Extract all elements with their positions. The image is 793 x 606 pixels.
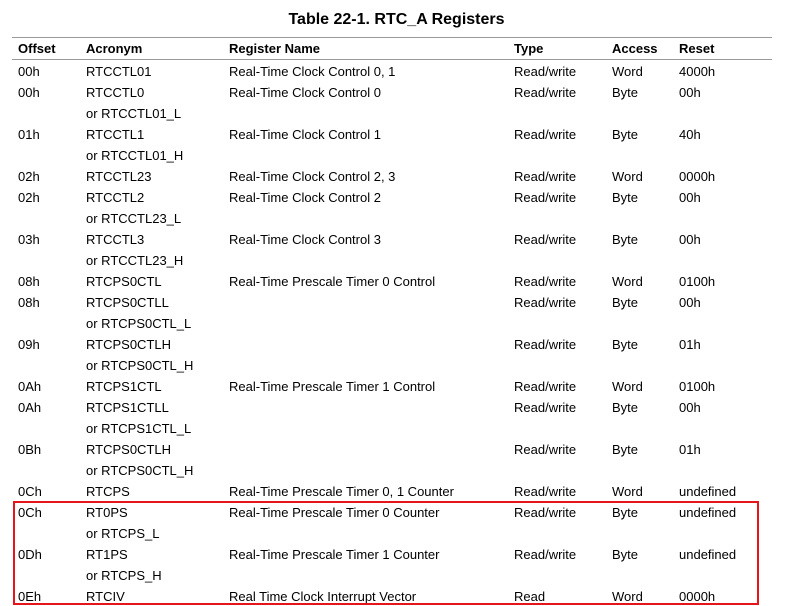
cell-acronym: RTCCTL23: [86, 169, 152, 184]
cell-offset: 00h: [18, 85, 40, 100]
cell-access: Byte: [612, 547, 639, 562]
cell-register-name: Real-Time Clock Control 2, 3: [229, 169, 396, 184]
header-type: Type: [514, 41, 544, 56]
header-reset: Reset: [679, 41, 715, 56]
cell-reset: 4000h: [679, 64, 716, 79]
cell-acronym-alias: or RTCPS0CTL_H: [86, 463, 194, 478]
cell-acronym: RTCPS0CTL: [86, 274, 162, 289]
table-row: [12, 228, 772, 270]
cell-register-name: Real-Time Clock Control 0, 1: [229, 64, 396, 79]
cell-access: Byte: [612, 295, 639, 310]
cell-acronym-alias: or RTCCTL23_L: [86, 211, 182, 226]
cell-acronym: RTCPS1CTLL: [86, 400, 169, 415]
cell-type: Read: [514, 589, 546, 604]
cell-register-name: Real-Time Clock Control 1: [229, 127, 381, 142]
table-row: [12, 501, 772, 543]
table-title: Table 22-1. RTC_A Registers: [288, 11, 505, 28]
cell-type: Read/write: [514, 295, 577, 310]
cell-acronym-alias: or RTCCTL01_L: [86, 106, 182, 121]
cell-acronym: RTCPS: [86, 484, 130, 499]
cell-acronym: RTCPS0CTLH: [86, 337, 172, 352]
cell-reset: 00h: [679, 232, 701, 247]
cell-type: Read/write: [514, 232, 577, 247]
cell-offset: 0Dh: [18, 547, 42, 562]
table-row: [12, 165, 772, 186]
cell-acronym-alias: or RTCPS1CTL_L: [86, 421, 192, 436]
cell-type: Read/write: [514, 190, 577, 205]
cell-register-name: Real-Time Clock Control 0: [229, 85, 381, 100]
cell-acronym: RTCPS0CTLH: [86, 442, 172, 457]
cell-type: Read/write: [514, 547, 577, 562]
cell-type: Read/write: [514, 127, 577, 142]
cell-offset: 0Ch: [18, 484, 42, 499]
cell-type: Read/write: [514, 169, 577, 184]
cell-offset: 00h: [18, 64, 40, 79]
cell-reset: 01h: [679, 442, 701, 457]
cell-acronym-alias: or RTCPS_H: [86, 568, 162, 583]
cell-offset: 0Ah: [18, 379, 42, 394]
cell-type: Read/write: [514, 274, 577, 289]
cell-acronym: RT1PS: [86, 547, 128, 562]
header-offset: Offset: [18, 41, 56, 56]
cell-acronym: RTCIV: [86, 589, 125, 604]
cell-acronym-alias: or RTCCTL01_H: [86, 148, 184, 163]
cell-offset: 02h: [18, 190, 40, 205]
cell-offset: 03h: [18, 232, 40, 247]
header-access: Access: [612, 41, 658, 56]
table-row: [12, 60, 772, 81]
cell-access: Byte: [612, 400, 639, 415]
cell-access: Byte: [612, 337, 639, 352]
table-row: [12, 438, 772, 480]
cell-reset: 0000h: [679, 169, 716, 184]
cell-reset: undefined: [679, 484, 737, 499]
cell-register-name: Real-Time Prescale Timer 0 Counter: [229, 505, 440, 520]
cell-access: Byte: [612, 190, 639, 205]
cell-access: Byte: [612, 127, 639, 142]
cell-register-name: Real-Time Prescale Timer 1 Control: [229, 379, 436, 394]
cell-type: Read/write: [514, 337, 577, 352]
cell-access: Word: [612, 64, 643, 79]
cell-register-name: Real Time Clock Interrupt Vector: [229, 589, 417, 604]
header-acronym: Acronym: [86, 41, 143, 56]
cell-acronym: RTCCTL3: [86, 232, 145, 247]
cell-acronym: RTCPS1CTL: [86, 379, 162, 394]
table-row: [12, 186, 772, 228]
cell-access: Byte: [612, 232, 639, 247]
cell-access: Byte: [612, 85, 639, 100]
cell-offset: 09h: [18, 337, 40, 352]
table-row: [12, 291, 772, 333]
table-row: [12, 543, 772, 585]
cell-reset: undefined: [679, 505, 737, 520]
cell-reset: 40h: [679, 127, 701, 142]
table-header: [12, 37, 772, 60]
table-row: [12, 396, 772, 438]
cell-acronym-alias: or RTCPS0CTL_H: [86, 358, 194, 373]
cell-acronym: RT0PS: [86, 505, 128, 520]
cell-acronym: RTCPS0CTLL: [86, 295, 169, 310]
cell-reset: 00h: [679, 295, 701, 310]
cell-acronym: RTCCTL0: [86, 85, 145, 100]
cell-acronym-alias: or RTCPS_L: [86, 526, 160, 541]
table-row: [12, 375, 772, 396]
cell-access: Word: [612, 274, 643, 289]
cell-reset: 00h: [679, 190, 701, 205]
cell-access: Word: [612, 589, 643, 604]
cell-register-name: Real-Time Prescale Timer 0 Control: [229, 274, 436, 289]
cell-access: Word: [612, 379, 643, 394]
cell-access: Byte: [612, 442, 639, 457]
cell-access: Byte: [612, 505, 639, 520]
cell-acronym-alias: or RTCCTL23_H: [86, 253, 184, 268]
cell-reset: 00h: [679, 400, 701, 415]
cell-type: Read/write: [514, 64, 577, 79]
cell-register-name: Real-Time Prescale Timer 0, 1 Counter: [229, 484, 454, 499]
table-row: [12, 270, 772, 291]
cell-reset: 0100h: [679, 274, 716, 289]
rtc-registers-table: [12, 37, 772, 606]
table-body: [12, 60, 772, 606]
cell-reset: undefined: [679, 547, 737, 562]
cell-offset: 0Ah: [18, 400, 42, 415]
cell-reset: 0000h: [679, 589, 716, 604]
cell-register-name: Real-Time Clock Control 2: [229, 190, 381, 205]
table-row: [12, 123, 772, 165]
cell-acronym: RTCCTL1: [86, 127, 145, 142]
cell-offset: 02h: [18, 169, 40, 184]
cell-offset: 08h: [18, 295, 40, 310]
cell-access: Word: [612, 484, 643, 499]
cell-offset: 0Eh: [18, 589, 42, 604]
cell-type: Read/write: [514, 400, 577, 415]
cell-register-name: Real-Time Prescale Timer 1 Counter: [229, 547, 440, 562]
cell-offset: 0Bh: [18, 442, 42, 457]
table-row: [12, 585, 772, 606]
cell-type: Read/write: [514, 442, 577, 457]
cell-type: Read/write: [514, 505, 577, 520]
cell-access: Word: [612, 169, 643, 184]
cell-reset: 00h: [679, 85, 701, 100]
cell-register-name: Real-Time Clock Control 3: [229, 232, 381, 247]
cell-reset: 01h: [679, 337, 701, 352]
cell-reset: 0100h: [679, 379, 716, 394]
table-row: [12, 333, 772, 375]
table-row: [12, 81, 772, 123]
cell-acronym: RTCCTL01: [86, 64, 152, 79]
header-register-name: Register Name: [229, 41, 321, 56]
table-row: [12, 480, 772, 501]
cell-acronym: RTCCTL2: [86, 190, 145, 205]
cell-offset: 0Ch: [18, 505, 42, 520]
cell-type: Read/write: [514, 85, 577, 100]
cell-type: Read/write: [514, 379, 577, 394]
cell-offset: 01h: [18, 127, 40, 142]
cell-type: Read/write: [514, 484, 577, 499]
cell-acronym-alias: or RTCPS0CTL_L: [86, 316, 192, 331]
cell-offset: 08h: [18, 274, 40, 289]
